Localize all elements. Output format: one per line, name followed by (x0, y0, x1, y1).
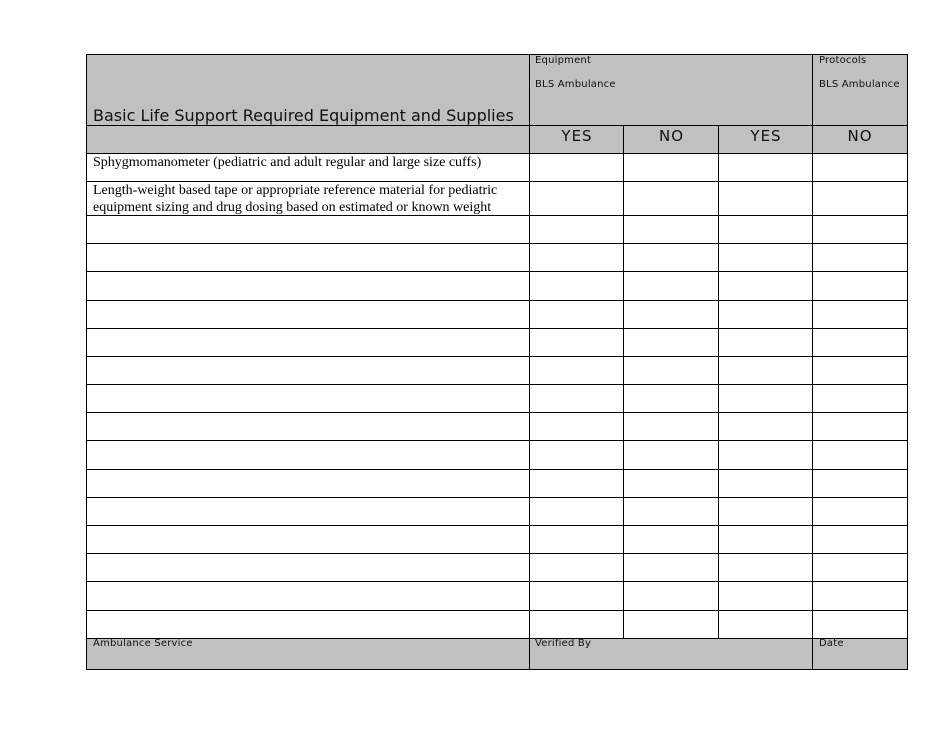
check-cell-protocols-yes[interactable] (719, 301, 812, 328)
check-cell-protocols-no[interactable] (813, 154, 907, 181)
check-cell-protocols-no[interactable] (813, 413, 907, 440)
check-cell-equipment-yes[interactable] (530, 470, 623, 497)
check-cell-protocols-yes[interactable] (719, 244, 812, 271)
check-cell-protocols-no[interactable] (813, 216, 907, 243)
equipment-label: Equipment (535, 55, 592, 66)
check-cell-protocols-no[interactable] (813, 526, 907, 553)
check-cell-protocols-no[interactable] (813, 272, 907, 300)
check-cell-protocols-no[interactable] (813, 385, 907, 412)
check-cell-equipment-no[interactable] (624, 244, 718, 271)
check-cell-equipment-no[interactable] (624, 441, 718, 469)
date-label: Date (819, 638, 844, 649)
check-cell-equipment-yes[interactable] (530, 611, 623, 638)
check-cell-protocols-no[interactable] (813, 554, 907, 581)
check-cell-equipment-yes[interactable] (530, 441, 623, 469)
col-equipment-yes: YES (561, 127, 593, 145)
check-cell-protocols-no[interactable] (813, 357, 907, 384)
check-cell-equipment-no[interactable] (624, 413, 718, 440)
check-cell-equipment-yes[interactable] (530, 272, 623, 300)
row-2-item: Length-weight based tape or appropriate reference material for pediatric equipment sizing and drug dosing based on estimated or known weight (93, 183, 498, 215)
check-cell-protocols-yes[interactable] (719, 329, 812, 356)
protocols-sub-label: BLS Ambulance (819, 79, 900, 90)
col-equipment-no: NO (658, 127, 685, 145)
header-divider (86, 125, 908, 126)
check-cell-protocols-no[interactable] (813, 498, 907, 525)
check-cell-protocols-no[interactable] (813, 244, 907, 271)
check-cell-equipment-no[interactable] (624, 582, 718, 610)
check-cell-equipment-yes[interactable] (530, 154, 623, 181)
check-cell-equipment-no[interactable] (624, 301, 718, 328)
check-cell-equipment-yes[interactable] (530, 385, 623, 412)
check-cell-equipment-no[interactable] (624, 526, 718, 553)
protocols-label: Protocols (819, 55, 867, 66)
check-cell-protocols-yes[interactable] (719, 611, 812, 638)
page-title: Basic Life Support Required Equipment and Supplies (93, 106, 514, 125)
check-cell-equipment-yes[interactable] (530, 182, 623, 215)
check-cell-protocols-no[interactable] (813, 182, 907, 215)
check-cell-equipment-yes[interactable] (530, 498, 623, 525)
check-cell-protocols-no[interactable] (813, 301, 907, 328)
check-cell-protocols-no[interactable] (813, 470, 907, 497)
check-cell-protocols-yes[interactable] (719, 357, 812, 384)
check-cell-equipment-yes[interactable] (530, 301, 623, 328)
check-cell-protocols-yes[interactable] (719, 216, 812, 243)
check-cell-equipment-yes[interactable] (530, 413, 623, 440)
check-cell-protocols-yes[interactable] (719, 498, 812, 525)
check-cell-equipment-yes[interactable] (530, 357, 623, 384)
check-cell-protocols-yes[interactable] (719, 385, 812, 412)
check-cell-protocols-yes[interactable] (719, 413, 812, 440)
check-cell-protocols-yes[interactable] (719, 441, 812, 469)
footer-band (87, 639, 907, 669)
check-cell-equipment-no[interactable] (624, 216, 718, 243)
check-cell-equipment-no[interactable] (624, 470, 718, 497)
check-cell-protocols-yes[interactable] (719, 182, 812, 215)
check-cell-equipment-yes[interactable] (530, 329, 623, 356)
check-cell-equipment-no[interactable] (624, 385, 718, 412)
check-cell-equipment-yes[interactable] (530, 244, 623, 271)
check-cell-protocols-yes[interactable] (719, 470, 812, 497)
check-cell-equipment-no[interactable] (624, 182, 718, 215)
check-cell-protocols-yes[interactable] (719, 272, 812, 300)
check-cell-protocols-yes[interactable] (719, 154, 812, 181)
check-cell-equipment-no[interactable] (624, 554, 718, 581)
verified-by-label: Verified By (535, 638, 592, 649)
check-cell-equipment-no[interactable] (624, 357, 718, 384)
check-cell-protocols-no[interactable] (813, 611, 907, 638)
row-1-item: Sphygmomanometer (pediatric and adult regular and large size cuffs) (93, 155, 482, 170)
check-cell-protocols-yes[interactable] (719, 554, 812, 581)
check-cell-protocols-no[interactable] (813, 329, 907, 356)
check-cell-equipment-no[interactable] (624, 329, 718, 356)
ambulance-service-label: Ambulance Service (93, 638, 193, 649)
check-cell-equipment-no[interactable] (624, 498, 718, 525)
check-cell-protocols-yes[interactable] (719, 582, 812, 610)
check-cell-equipment-no[interactable] (624, 154, 718, 181)
check-cell-equipment-yes[interactable] (530, 216, 623, 243)
check-cell-equipment-yes[interactable] (530, 554, 623, 581)
check-cell-equipment-yes[interactable] (530, 526, 623, 553)
equipment-sub-label: BLS Ambulance (535, 79, 616, 90)
col-protocols-no: NO (847, 127, 873, 145)
check-cell-equipment-no[interactable] (624, 611, 718, 638)
row-divider (86, 638, 908, 639)
check-cell-protocols-yes[interactable] (719, 526, 812, 553)
check-cell-protocols-no[interactable] (813, 582, 907, 610)
col-protocols-yes: YES (750, 127, 782, 145)
check-cell-equipment-yes[interactable] (530, 582, 623, 610)
check-cell-equipment-no[interactable] (624, 272, 718, 300)
check-cell-protocols-no[interactable] (813, 441, 907, 469)
